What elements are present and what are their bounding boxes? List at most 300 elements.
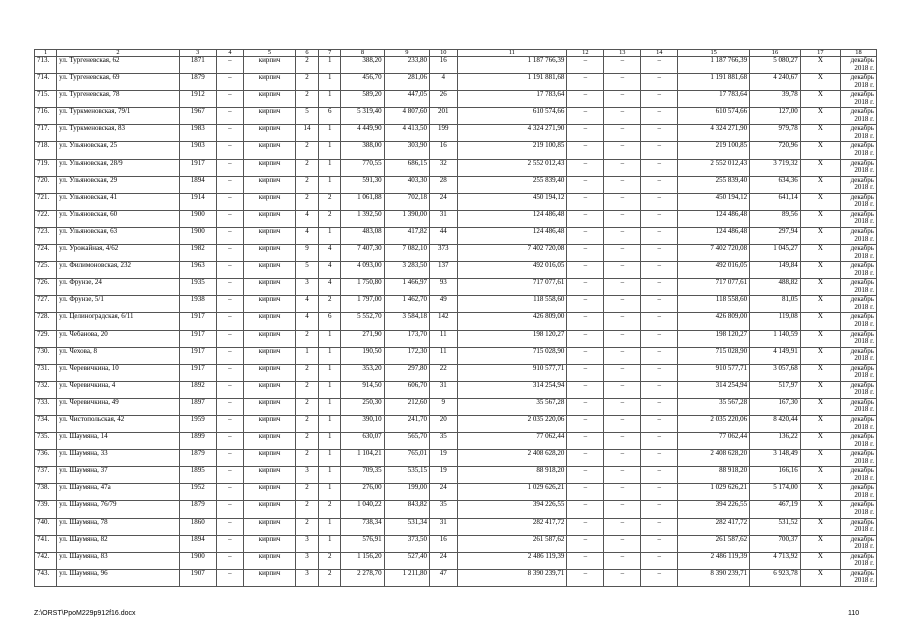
cell-wall-material: кирпич <box>244 347 296 364</box>
cell-cost-subtotal: 7 402 720,08 <box>678 245 750 262</box>
cell-floors: 4 <box>295 210 318 227</box>
cell-row-number: 718. <box>35 142 57 159</box>
cell-total-area: 1 797,00 <box>341 296 384 313</box>
cell-living-area: 606,70 <box>384 381 429 398</box>
cell-cost-per-sqm: 166,16 <box>750 467 801 484</box>
cell-cost-per-sqm: 700,37 <box>750 535 801 552</box>
cell-deadline: декабрь 2018 г. <box>840 398 876 415</box>
cell-living-area: 212,60 <box>384 398 429 415</box>
cell-cost-subtotal: 2 486 119,39 <box>678 552 750 569</box>
cell-row-number: 727. <box>35 296 57 313</box>
cell-row-number: 731. <box>35 364 57 381</box>
cell-residents: 137 <box>430 262 457 279</box>
cell-col-4: – <box>216 279 243 296</box>
cell-col-12: – <box>567 74 604 91</box>
cell-col-12: – <box>567 330 604 347</box>
cell-col-14: – <box>641 398 678 415</box>
cell-living-area: 373,50 <box>384 535 429 552</box>
cell-wall-material: кирпич <box>244 142 296 159</box>
cell-residents: 11 <box>430 347 457 364</box>
cell-total-cost: 124 486,48 <box>457 210 567 227</box>
cell-cost-subtotal: 2 552 012,43 <box>678 159 750 176</box>
cell-entrances: 1 <box>319 159 341 176</box>
cell-col-12: – <box>567 518 604 535</box>
cell-col-13: – <box>604 142 641 159</box>
cell-cost-per-sqm: 81,05 <box>750 296 801 313</box>
cell-deadline: декабрь 2018 г. <box>840 296 876 313</box>
cell-entrances: 1 <box>319 74 341 91</box>
table-row <box>35 518 877 535</box>
cell-mark: X <box>800 330 840 347</box>
cell-residents: 19 <box>430 450 457 467</box>
cell-col-14: – <box>641 381 678 398</box>
cell-total-area: 4 449,90 <box>341 125 384 142</box>
cell-deadline: декабрь 2018 г. <box>840 415 876 432</box>
cell-floors: 2 <box>295 74 318 91</box>
cell-wall-material: кирпич <box>244 450 296 467</box>
cell-mark: X <box>800 91 840 108</box>
cell-wall-material: кирпич <box>244 193 296 210</box>
cell-cost-subtotal: 1 187 766,39 <box>678 57 750 74</box>
table-row <box>35 415 877 432</box>
cell-entrances: 4 <box>319 245 341 262</box>
cell-living-area: 303,90 <box>384 142 429 159</box>
cell-wall-material: кирпич <box>244 245 296 262</box>
cell-living-area: 199,00 <box>384 484 429 501</box>
cell-total-cost: 2 035 220,06 <box>457 415 567 432</box>
cell-cost-subtotal: 717 077,61 <box>678 279 750 296</box>
cell-cost-subtotal: 88 918,20 <box>678 467 750 484</box>
cell-col-13: – <box>604 347 641 364</box>
cell-col-13: – <box>604 484 641 501</box>
table-row <box>35 57 877 74</box>
cell-cost-per-sqm: 89,56 <box>750 210 801 227</box>
cell-col-4: – <box>216 57 243 74</box>
cell-col-4: – <box>216 467 243 484</box>
cell-cost-subtotal: 282 417,72 <box>678 518 750 535</box>
cell-total-area: 576,91 <box>341 535 384 552</box>
cell-address: ул. Черевичкина, 49 <box>57 398 180 415</box>
cell-wall-material: кирпич <box>244 552 296 569</box>
cell-year-built: 1917 <box>179 364 216 381</box>
cell-mark: X <box>800 279 840 296</box>
cell-row-number: 719. <box>35 159 57 176</box>
cell-deadline: декабрь 2018 г. <box>840 484 876 501</box>
cell-floors: 5 <box>295 262 318 279</box>
cell-col-14: – <box>641 159 678 176</box>
cell-floors: 2 <box>295 91 318 108</box>
column-number-8: 8 <box>341 50 384 57</box>
cell-address: ул. Шаумяна, 37 <box>57 467 180 484</box>
cell-deadline: декабрь 2018 г. <box>840 518 876 535</box>
cell-residents: 16 <box>430 535 457 552</box>
cell-total-area: 271,90 <box>341 330 384 347</box>
cell-year-built: 1892 <box>179 381 216 398</box>
cell-address: ул. Филимоновская, 232 <box>57 262 180 279</box>
cell-year-built: 1912 <box>179 91 216 108</box>
cell-residents: 44 <box>430 227 457 244</box>
cell-entrances: 1 <box>319 91 341 108</box>
cell-floors: 9 <box>295 245 318 262</box>
cell-col-14: – <box>641 433 678 450</box>
cell-residents: 35 <box>430 501 457 518</box>
cell-wall-material: кирпич <box>244 535 296 552</box>
cell-col-4: – <box>216 193 243 210</box>
cell-floors: 2 <box>295 381 318 398</box>
cell-residents: 20 <box>430 415 457 432</box>
cell-year-built: 1982 <box>179 245 216 262</box>
cell-total-area: 483,08 <box>341 227 384 244</box>
cell-deadline: декабрь 2018 г. <box>840 91 876 108</box>
cell-col-4: – <box>216 74 243 91</box>
cell-entrances: 1 <box>319 398 341 415</box>
cell-col-12: – <box>567 57 604 74</box>
cell-cost-per-sqm: 119,08 <box>750 313 801 330</box>
cell-total-cost: 219 100,85 <box>457 142 567 159</box>
cell-cost-per-sqm: 488,82 <box>750 279 801 296</box>
cell-wall-material: кирпич <box>244 176 296 193</box>
cell-residents: 24 <box>430 552 457 569</box>
cell-cost-subtotal: 426 809,00 <box>678 313 750 330</box>
cell-cost-subtotal: 261 587,62 <box>678 535 750 552</box>
cell-col-4: – <box>216 159 243 176</box>
cell-cost-per-sqm: 127,00 <box>750 108 801 125</box>
cell-total-area: 7 407,30 <box>341 245 384 262</box>
cell-col-13: – <box>604 415 641 432</box>
cell-floors: 3 <box>295 279 318 296</box>
cell-col-13: – <box>604 381 641 398</box>
table-row <box>35 108 877 125</box>
cell-cost-subtotal: 118 558,60 <box>678 296 750 313</box>
cell-living-area: 1 211,80 <box>384 569 429 586</box>
cell-col-12: – <box>567 467 604 484</box>
cell-col-13: – <box>604 364 641 381</box>
cell-total-area: 770,55 <box>341 159 384 176</box>
cell-total-cost: 2 552 012,43 <box>457 159 567 176</box>
column-number-12: 12 <box>567 50 604 57</box>
cell-cost-subtotal: 77 062,44 <box>678 433 750 450</box>
cell-col-14: – <box>641 296 678 313</box>
cell-entrances: 1 <box>319 142 341 159</box>
cell-col-12: – <box>567 159 604 176</box>
cell-address: ул. Шаумяна, 78 <box>57 518 180 535</box>
cell-floors: 2 <box>295 518 318 535</box>
cell-total-area: 1 156,20 <box>341 552 384 569</box>
cell-residents: 9 <box>430 398 457 415</box>
cell-cost-subtotal: 2 408 628,20 <box>678 450 750 467</box>
cell-mark: X <box>800 313 840 330</box>
cell-cost-subtotal: 4 324 271,90 <box>678 125 750 142</box>
cell-deadline: декабрь 2018 г. <box>840 142 876 159</box>
cell-col-12: – <box>567 91 604 108</box>
cell-mark: X <box>800 569 840 586</box>
cell-cost-subtotal: 1 191 881,68 <box>678 74 750 91</box>
cell-mark: X <box>800 535 840 552</box>
cell-cost-per-sqm: 634,36 <box>750 176 801 193</box>
cell-entrances: 6 <box>319 108 341 125</box>
cell-row-number: 715. <box>35 91 57 108</box>
cell-address: ул. Шаумяна, 76/79 <box>57 501 180 518</box>
cell-year-built: 1897 <box>179 398 216 415</box>
column-number-5: 5 <box>244 50 296 57</box>
cell-col-13: – <box>604 552 641 569</box>
cell-year-built: 1871 <box>179 57 216 74</box>
table-row <box>35 74 877 91</box>
cell-year-built: 1917 <box>179 330 216 347</box>
column-number-10: 10 <box>430 50 457 57</box>
cell-deadline: декабрь 2018 г. <box>840 227 876 244</box>
cell-total-area: 5 552,70 <box>341 313 384 330</box>
cell-col-14: – <box>641 142 678 159</box>
cell-wall-material: кирпич <box>244 227 296 244</box>
cell-cost-subtotal: 492 016,05 <box>678 262 750 279</box>
cell-living-area: 565,70 <box>384 433 429 450</box>
cell-row-number: 740. <box>35 518 57 535</box>
cell-cost-subtotal: 219 100,85 <box>678 142 750 159</box>
cell-col-12: – <box>567 433 604 450</box>
cell-mark: X <box>800 142 840 159</box>
cell-col-14: – <box>641 279 678 296</box>
cell-mark: X <box>800 484 840 501</box>
cell-mark: X <box>800 296 840 313</box>
cell-deadline: декабрь 2018 г. <box>840 279 876 296</box>
cell-col-12: – <box>567 364 604 381</box>
cell-row-number: 723. <box>35 227 57 244</box>
column-number-7: 7 <box>319 50 341 57</box>
cell-wall-material: кирпич <box>244 296 296 313</box>
cell-address: ул. Чебанова, 20 <box>57 330 180 347</box>
cell-col-13: – <box>604 74 641 91</box>
cell-floors: 2 <box>295 433 318 450</box>
cell-living-area: 843,82 <box>384 501 429 518</box>
cell-total-cost: 910 577,71 <box>457 364 567 381</box>
cell-col-13: – <box>604 296 641 313</box>
cell-living-area: 233,80 <box>384 57 429 74</box>
cell-floors: 14 <box>295 125 318 142</box>
cell-col-12: – <box>567 245 604 262</box>
cell-row-number: 735. <box>35 433 57 450</box>
cell-residents: 4 <box>430 74 457 91</box>
cell-col-13: – <box>604 176 641 193</box>
cell-deadline: декабрь 2018 г. <box>840 433 876 450</box>
cell-floors: 3 <box>295 552 318 569</box>
cell-address: ул. Чехова, 8 <box>57 347 180 364</box>
cell-cost-per-sqm: 4 149,91 <box>750 347 801 364</box>
table-row <box>35 450 877 467</box>
cell-row-number: 720. <box>35 176 57 193</box>
cell-residents: 16 <box>430 142 457 159</box>
cell-col-12: – <box>567 262 604 279</box>
cell-row-number: 729. <box>35 330 57 347</box>
cell-col-13: – <box>604 330 641 347</box>
cell-row-number: 743. <box>35 569 57 586</box>
cell-col-13: – <box>604 108 641 125</box>
cell-living-area: 686,15 <box>384 159 429 176</box>
cell-cost-per-sqm: 3 719,32 <box>750 159 801 176</box>
cell-floors: 3 <box>295 569 318 586</box>
cell-cost-per-sqm: 517,97 <box>750 381 801 398</box>
cell-cost-subtotal: 2 035 220,06 <box>678 415 750 432</box>
cell-col-4: – <box>216 518 243 535</box>
cell-address: ул. Фрунзе, 5/1 <box>57 296 180 313</box>
table-row <box>35 330 877 347</box>
cell-year-built: 1952 <box>179 484 216 501</box>
cell-entrances: 1 <box>319 484 341 501</box>
cell-address: ул. Целиноградская, 6/11 <box>57 313 180 330</box>
cell-living-area: 1 390,00 <box>384 210 429 227</box>
cell-wall-material: кирпич <box>244 279 296 296</box>
cell-col-4: – <box>216 433 243 450</box>
column-number-3: 3 <box>179 50 216 57</box>
cell-col-4: – <box>216 108 243 125</box>
cell-col-14: – <box>641 501 678 518</box>
cell-col-13: – <box>604 518 641 535</box>
cell-col-13: – <box>604 210 641 227</box>
column-number-row <box>35 50 877 57</box>
table-row <box>35 484 877 501</box>
cell-col-13: – <box>604 91 641 108</box>
cell-col-14: – <box>641 108 678 125</box>
cell-row-number: 724. <box>35 245 57 262</box>
cell-entrances: 2 <box>319 569 341 586</box>
cell-col-12: – <box>567 279 604 296</box>
cell-mark: X <box>800 210 840 227</box>
cell-year-built: 1907 <box>179 569 216 586</box>
table-row <box>35 176 877 193</box>
cell-wall-material: кирпич <box>244 262 296 279</box>
cell-total-cost: 77 062,44 <box>457 433 567 450</box>
cell-wall-material: кирпич <box>244 330 296 347</box>
cell-floors: 1 <box>295 347 318 364</box>
cell-residents: 16 <box>430 57 457 74</box>
table-row <box>35 552 877 569</box>
cell-cost-per-sqm: 5 174,00 <box>750 484 801 501</box>
table-row <box>35 91 877 108</box>
cell-year-built: 1967 <box>179 108 216 125</box>
cell-cost-per-sqm: 531,52 <box>750 518 801 535</box>
cell-col-4: – <box>216 535 243 552</box>
cell-entrances: 1 <box>319 227 341 244</box>
cell-col-4: – <box>216 398 243 415</box>
cell-mark: X <box>800 227 840 244</box>
table-row <box>35 296 877 313</box>
cell-deadline: декабрь 2018 г. <box>840 347 876 364</box>
cell-floors: 2 <box>295 450 318 467</box>
cell-floors: 2 <box>295 57 318 74</box>
cell-year-built: 1917 <box>179 159 216 176</box>
cell-cost-subtotal: 450 194,12 <box>678 193 750 210</box>
cell-address: ул. Шаумяна, 14 <box>57 433 180 450</box>
cell-living-area: 702,18 <box>384 193 429 210</box>
cell-row-number: 739. <box>35 501 57 518</box>
cell-total-cost: 8 390 239,71 <box>457 569 567 586</box>
cell-cost-subtotal: 1 029 626,21 <box>678 484 750 501</box>
cell-total-cost: 1 029 626,21 <box>457 484 567 501</box>
cell-total-area: 390,10 <box>341 415 384 432</box>
column-number-6: 6 <box>295 50 318 57</box>
cell-col-12: – <box>567 535 604 552</box>
cell-row-number: 736. <box>35 450 57 467</box>
cell-deadline: декабрь 2018 г. <box>840 74 876 91</box>
cell-residents: 201 <box>430 108 457 125</box>
cell-col-14: – <box>641 74 678 91</box>
cell-row-number: 722. <box>35 210 57 227</box>
cell-col-4: – <box>216 415 243 432</box>
table-row <box>35 279 877 296</box>
cell-floors: 2 <box>295 484 318 501</box>
cell-year-built: 1895 <box>179 467 216 484</box>
cell-floors: 2 <box>295 142 318 159</box>
cell-floors: 4 <box>295 313 318 330</box>
cell-row-number: 730. <box>35 347 57 364</box>
cell-col-14: – <box>641 91 678 108</box>
cell-total-cost: 717 077,61 <box>457 279 567 296</box>
cell-col-4: – <box>216 501 243 518</box>
cell-col-12: – <box>567 296 604 313</box>
cell-cost-subtotal: 314 254,94 <box>678 381 750 398</box>
cell-entrances: 2 <box>319 501 341 518</box>
cell-col-13: – <box>604 227 641 244</box>
cell-col-14: – <box>641 262 678 279</box>
data-table <box>34 49 877 587</box>
cell-entrances: 1 <box>319 176 341 193</box>
cell-entrances: 1 <box>319 57 341 74</box>
cell-col-14: – <box>641 450 678 467</box>
cell-living-area: 447,05 <box>384 91 429 108</box>
table-row <box>35 210 877 227</box>
cell-col-4: – <box>216 210 243 227</box>
cell-mark: X <box>800 398 840 415</box>
cell-year-built: 1900 <box>179 552 216 569</box>
cell-entrances: 1 <box>319 364 341 381</box>
cell-wall-material: кирпич <box>244 467 296 484</box>
cell-entrances: 4 <box>319 262 341 279</box>
cell-residents: 35 <box>430 433 457 450</box>
cell-total-cost: 282 417,72 <box>457 518 567 535</box>
cell-address: ул. Урожайная, 4/62 <box>57 245 180 262</box>
cell-col-14: – <box>641 484 678 501</box>
table-row <box>35 142 877 159</box>
cell-living-area: 417,82 <box>384 227 429 244</box>
cell-col-12: – <box>567 313 604 330</box>
cell-floors: 2 <box>295 159 318 176</box>
cell-cost-subtotal: 610 574,66 <box>678 108 750 125</box>
cell-wall-material: кирпич <box>244 91 296 108</box>
cell-living-area: 173,70 <box>384 330 429 347</box>
cell-deadline: декабрь 2018 г. <box>840 381 876 398</box>
cell-address: ул. Тургеневская, 69 <box>57 74 180 91</box>
cell-mark: X <box>800 176 840 193</box>
cell-row-number: 725. <box>35 262 57 279</box>
table-row <box>35 313 877 330</box>
cell-deadline: декабрь 2018 г. <box>840 262 876 279</box>
cell-residents: 24 <box>430 484 457 501</box>
cell-year-built: 1900 <box>179 227 216 244</box>
cell-year-built: 1860 <box>179 518 216 535</box>
cell-total-area: 630,07 <box>341 433 384 450</box>
cell-col-4: – <box>216 364 243 381</box>
cell-living-area: 3 584,18 <box>384 313 429 330</box>
cell-year-built: 1903 <box>179 142 216 159</box>
cell-deadline: декабрь 2018 г. <box>840 330 876 347</box>
cell-mark: X <box>800 381 840 398</box>
cell-living-area: 527,40 <box>384 552 429 569</box>
cell-entrances: 1 <box>319 347 341 364</box>
cell-col-14: – <box>641 535 678 552</box>
cell-col-13: – <box>604 569 641 586</box>
cell-address: ул. Шаумяна, 83 <box>57 552 180 569</box>
cell-deadline: декабрь 2018 г. <box>840 125 876 142</box>
